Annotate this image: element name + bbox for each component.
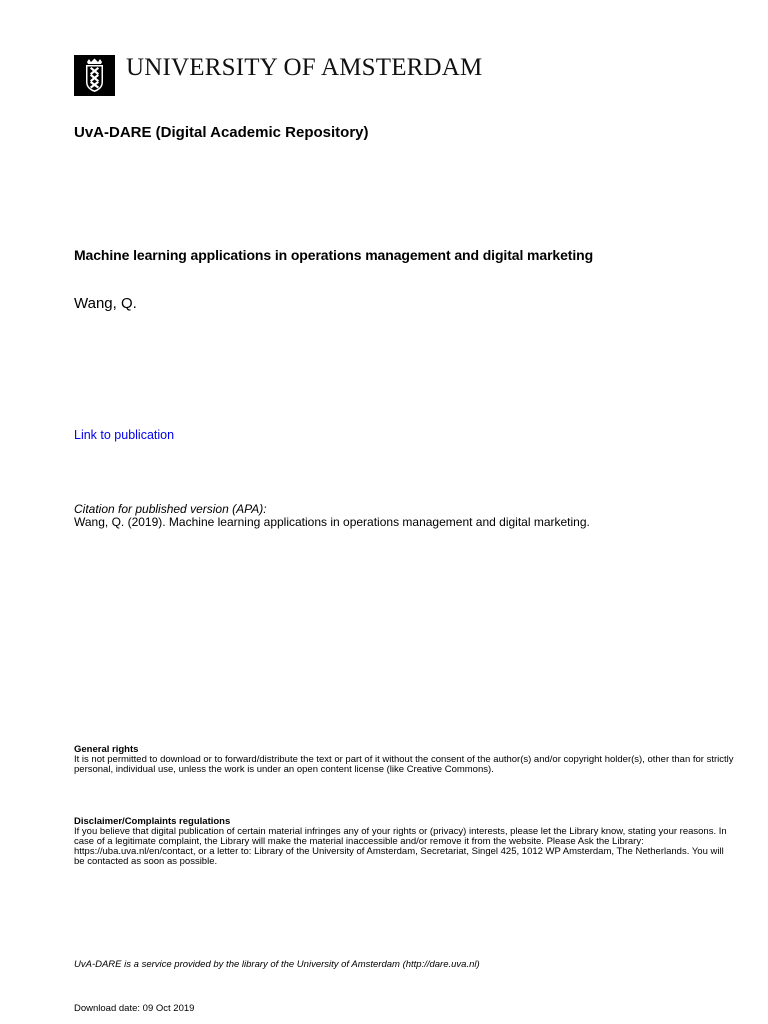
general-rights-heading: General rights: [74, 744, 139, 755]
disclaimer-body: If you believe that digital publication of certain material infringes any of your rights or (privacy) interests, please let the Library know, stating your reasons. In case of a legitimate complaint, the Library will make the material inaccessible and/or remove it from the website. Please Ask the Library: https://uba.uva.nl/en/contact, or a letter to: Library of the University of Amsterdam, Secretariat, Singel 425, 1012 WP Amsterdam, The Netherlands. You will be contacted as soon as possible.: [74, 826, 727, 867]
repository-title: UvA-DARE (Digital Academic Repository): [74, 124, 369, 141]
publication-title: Machine learning applications in operations management and digital marketing: [74, 247, 594, 263]
citation-label: Citation for published version (APA):: [74, 502, 267, 516]
citation-text: Wang, Q. (2019). Machine learning applications in operations management and digital marketing.: [74, 515, 590, 529]
uva-crosses-logo-icon: [74, 55, 115, 96]
link-to-publication[interactable]: Link to publication: [74, 428, 175, 442]
institution-name: UNIVERSITY OF AMSTERDAM: [126, 54, 483, 81]
service-note: UvA-DARE is a service provided by the library of the University of Amsterdam (http://dare.uva.nl): [74, 959, 480, 970]
disclaimer-heading: Disclaimer/Complaints regulations: [74, 816, 231, 827]
publication-author: Wang, Q.: [74, 295, 137, 312]
download-date: Download date: 09 Oct 2019: [74, 1003, 195, 1014]
general-rights-body: It is not permitted to download or to forward/distribute the text or part of it without the consent of the author(s) and/or copyright holder(s), other than for strictly personal, individual use, unless the work is under an open content license (like Creative Commons).: [74, 754, 734, 775]
